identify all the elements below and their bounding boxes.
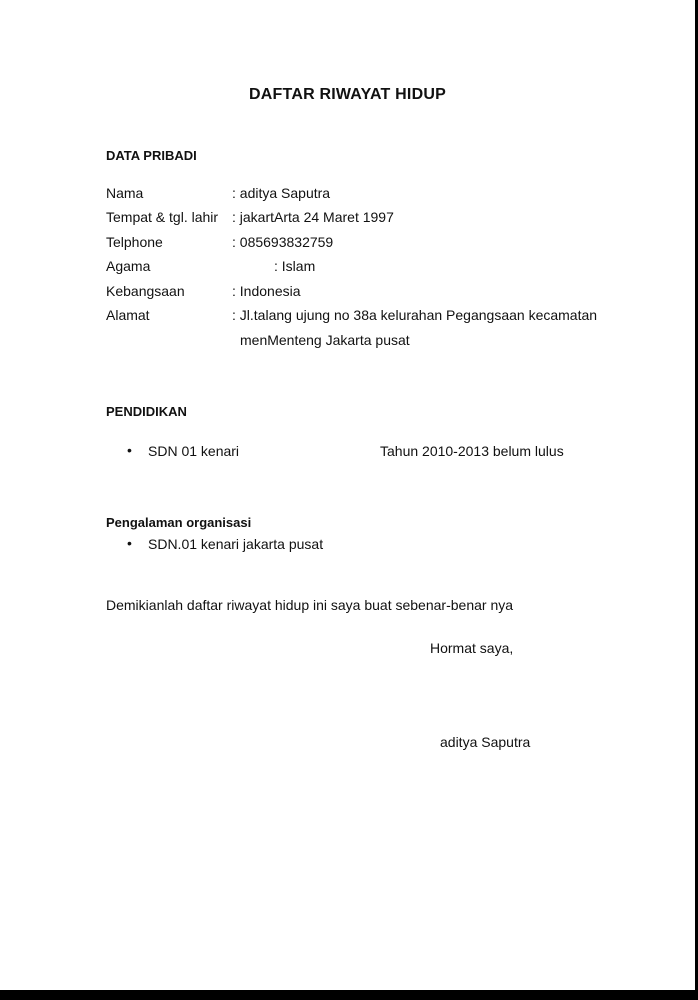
section-heading-education: PENDIDIKAN — [106, 404, 187, 419]
value-birth: : jakartArta 24 Maret 1997 — [232, 209, 394, 225]
label-agama: Agama — [106, 258, 151, 274]
value-agama: : Islam — [274, 258, 316, 274]
closing-regards: Hormat saya, — [430, 640, 514, 656]
value-telphone: : 085693832759 — [232, 234, 334, 250]
value-alamat-continuation: menMenteng Jakarta pusat — [240, 332, 410, 348]
bullet-icon: • — [127, 442, 132, 458]
education-period: Tahun 2010-2013 belum lulus — [380, 443, 564, 459]
section-heading-organization: Pengalaman organisasi — [106, 515, 252, 530]
value-alamat: : Jl.talang ujung no 38a kelurahan Pegangsaan kecamatan — [232, 307, 598, 323]
label-alamat: Alamat — [106, 307, 150, 323]
value-kebangsaan: : Indonesia — [232, 283, 301, 299]
document-title: DAFTAR RIWAYAT HIDUP — [249, 86, 446, 103]
education-school: SDN 01 kenari — [148, 443, 240, 459]
signature-name: aditya Saputra — [440, 734, 531, 750]
label-kebangsaan: Kebangsaan — [106, 283, 185, 299]
closing-statement: Demikianlah daftar riwayat hidup ini saya buat sebenar-benar nya — [106, 597, 514, 613]
organization-item: SDN.01 kenari jakarta pusat — [148, 536, 324, 552]
label-birth: Tempat & tgl. lahir — [106, 209, 219, 225]
value-nama: : aditya Saputra — [232, 185, 331, 201]
section-heading-personal: DATA PRIBADI — [106, 148, 197, 163]
label-telphone: Telphone — [106, 234, 163, 250]
label-nama: Nama — [106, 185, 144, 201]
bullet-icon: • — [127, 535, 132, 551]
